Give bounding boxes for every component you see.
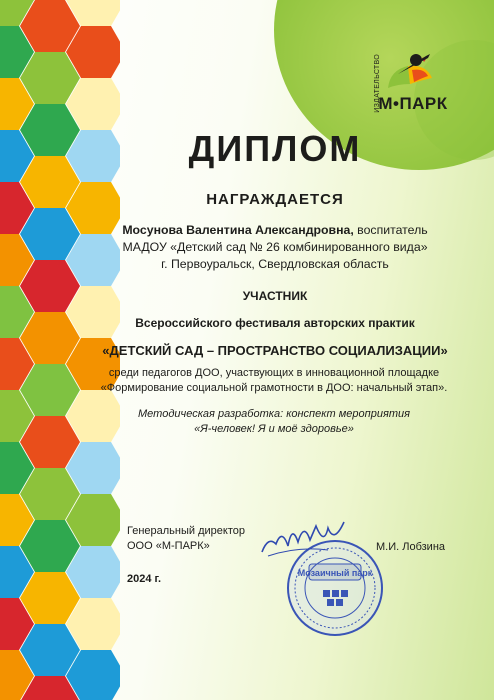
publisher-name: М•ПАРК [378, 94, 448, 113]
publisher-logo [368, 44, 454, 119]
description-line: «Формирование социальной грамотности в ДОО: начальный этап». [100, 382, 448, 394]
handwritten-signature [258, 516, 348, 561]
publisher-label: ИЗДАТЕЛЬСТВО [374, 54, 381, 113]
recipient-line [100, 222, 450, 239]
recipient-block [100, 222, 450, 273]
recipient-organization: МАДОУ «Детский сад № 26 комбинированного вида» [122, 240, 428, 254]
signer-name: М.И. Лобзина [376, 541, 446, 553]
description-line: среди педагогов ДОО, участвующих в инновационной площадке [108, 367, 440, 379]
method-line: Методическая разработка: конспект мероприятия [138, 408, 410, 420]
year: 2024 г. [127, 573, 162, 585]
methodical-work [84, 407, 464, 437]
position-line: Генеральный директор [127, 525, 245, 537]
festival-name: «ДЕТСКИЙ САД – ПРОСТРАНСТВО СОЦИАЛИЗАЦИИ» [102, 343, 448, 358]
method-line: «Я-человек! Я и моё здоровье» [194, 423, 354, 435]
status-label: УЧАСТНИК [242, 289, 308, 303]
recipient-role: воспитатель [353, 223, 428, 237]
director-position [127, 524, 245, 554]
festival-title: Всероссийского фестиваля авторских практик [135, 316, 415, 330]
recipient-location: г. Первоуральск, Свердловская область [161, 257, 389, 271]
position-line: ООО «М-ПАРК» [127, 540, 210, 552]
awarded-heading: НАГРАЖДАЕТСЯ [206, 191, 344, 208]
recipient-name: Мосунова Валентина Александровна, [122, 223, 354, 237]
diploma-title: ДИПЛОМ [188, 128, 362, 169]
stamp-text: Мозаичный парк [297, 568, 373, 578]
festival-description [84, 366, 464, 396]
